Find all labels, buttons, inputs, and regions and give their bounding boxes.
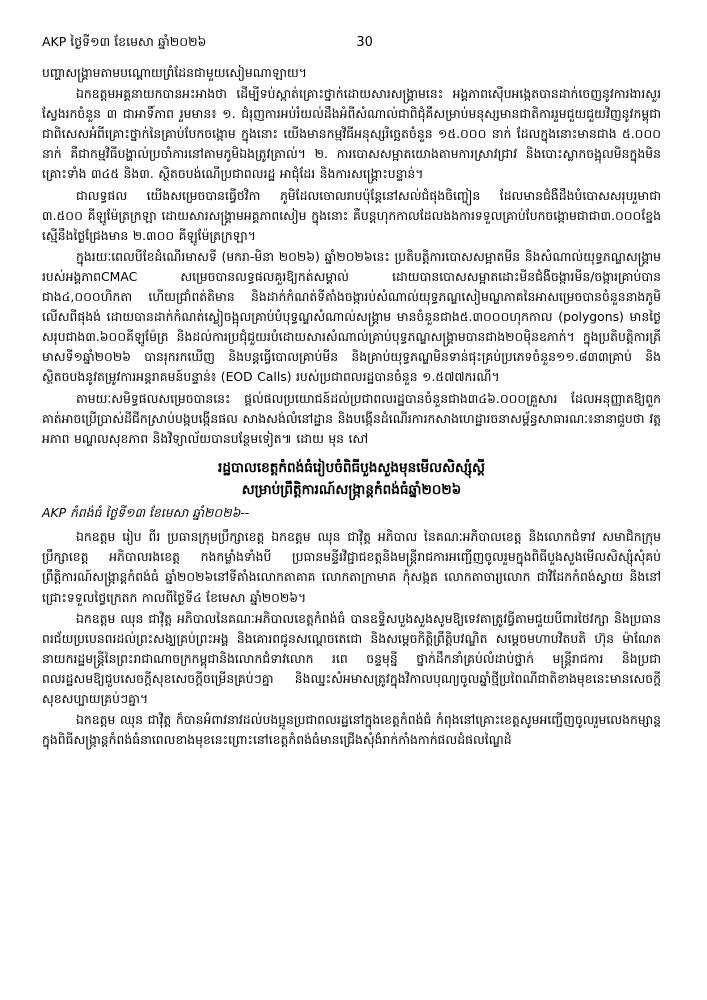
paragraph: តាមយៈសមិទ្ធផលសម្រេចបាននេះ ផ្ដល់ផលប្រយោជន៍ដល់ប្រជាពលរដ្ឋបានចំនួនជាង៣៤៦.០០០គ្រួសារ ដែលអនុញ្ញាតឱ្យពួកគាត់អាចប្រើប្រាស់ដីជីកស្រាប់បង្កបង្កើនផល សាងសង់លំនៅដ្ឋាន និងបង្កើនដំណើរការកសាងហេដ្ឋារចនាសម្ព័ន្ធសាធារណៈ៖នានាជួបថា វត្តអភាព មណ្ឌលសុខភាព និងវិទ្យាល័យបានបន្ថែមទៀត៕ ដោយ មុន សៅ <box>42 390 661 446</box>
header-publication-date: AKP ថ្ងៃទី១៣ ខែមេសា ឆ្នាំ២០២៦ <box>42 34 207 49</box>
paragraph: ក្នុងរយៈពេលបីខែដំណើរមាសទី (មករា-មិនា ២០២៦) ឆ្នាំ២០២៦នេះ ប្រតិបត្តិការបោសសម្អាតមីន និងសំណាល់យុទ្ធភណ្ឌសង្គ្រាមរបស់អង្គភាពCMAC សម្រេចបានលទ្ធផលគួរឱ្យកត់សម្គាល់ ដោយបានបោសសម្អាតដោះមីនជំងឺចង្ការមីន/ចង្ការគ្រាប់បានជាង៤,០០០ហិកតា ហើយជ្រាំពត់តិមាន និងដាក់កំណត់ទីតាំងចង្ការប់សំណាល់យុទ្ធភណ្ឌសៀមណ្ឌភាគនៃអាសម្រេចបានចំនួននាងភូមិ លើសពីផុងង់ ដោយបានដាក់កំណត់ស្លៀចង្អុលគ្រាប់បំបុទ្ធណ្ឌសំណាល់សង្គ្រាម មានចំនួនជាង៥.៣០០០ហុកកាល (polygons) មានថ្ងៃសរុបជាង៣.៦០០គីឡូម៉ែត្រ និងដល់ការប្រជុំជួយរបំដោយសារសំណាល់គ្រាប់បុទ្ធភណ្ឌសង្គ្រាមបានជាង២០មុិនឧភាក់។ ក្នុងប្រតិបត្តិការត្រីមាសទី១ឆ្នាំ២០២៦ បានរុករកឃើញ និងបន្តធ្វើបោលគ្រាប់មីន និងគ្រាប់យុទ្ធភណ្ឌមិនទាន់ផុះគ្រប់ប្រភេទចំនួន១១.៨៣៣គ្រាប់ និងស្ថិតចបងនូវតម្រូវការអន្តរាគមន៍បន្ទាន់៖ (EOD Calls) របស់ប្រជាពលរដ្ឋបានចំនួន ១.៥៧៧ករណី។ <box>42 248 661 385</box>
paragraph: ជាលទ្ធផល យើងសម្រេចបានធ្វើថវិកា ភូមិដែលចោលរាបប៉ុន្តែនៅសល់ជំផុងចិញ្ចៀន ដែលមានជំងឺដឹងបំបោសសរុបរួមាជា ៣.៥០០ គីឡូម៉ែត្រក្រឡា ដោយសារសង្គ្រាមអគ្គភាពសៀម ក្នុងនោះ គឺបន្តហុកកាលដែលងងការទទួលគ្រាប់បែកចង្កោមជាជា៣.០០០ខ្នែង ស្មើនឹងថ្ងៃជ្រែងមាន ២.៣០០ គីឡូម៉ែត្រក្រឡា។ <box>42 187 661 243</box>
paragraph: ឯកឧត្តម ឈុន ជាវុិត្ត អភិបាលនៃគណៈអភិបាលខេត្តកំពង់ធំ បានឧទ្ទិសបួងសួងសូមឱ្យទេវតាត្រូវធ្វីតាមជួយបីពារថៃវក្សា និងប្រធានពរជ័យប្របេនពរដល់ព្រះសង្ឃគ្រប់ព្រះអង្គ និងគោរពជូនសណ្ដេចតេជោ និងសម្ដេចកិត្តិព្រឹត្ដិបវណ្ឌិត សម្ដេចមហាបវិតបតិ ហ៊ុន ម៉ាណែត នាយករដ្ឋមន្ត្រីនៃព្រះរាជាណាចក្រកម្ពុជានិងលោកជំទាវលោក រពេ ចន្ទមុន្នី ថ្នាក់ដឹកនាំគ្រប់លំដាប់ថ្នាក់ មន្ត្រីរាជការ និងប្រជាពលរដ្ឋសមឱ្យជួបសេចក្ដីសុខសេចក្ដីចម្រើនគ្រប់ៗគ្នា និងឈ្នះសំអមាសត្រូវក្នុងវិកាលបុណ្យចូលឆ្នាំថ្មីប្រពៃណីជាតិខាងមុខនេះមានសេចក្ដីសុខសប្បាយគ្រប់ៗគ្នា។ <box>42 610 661 707</box>
paragraph: ឯកឧត្តមអគ្គនាយកបានអះអាងថា ដើម្បីទប់ស្កាត់គ្រោះថ្នាក់ដោយសារសង្គ្រាមនេះ អង្គភាពស៊ើបអង្កេតបានដាក់ចេញនូវការងារសួរស្វែងរកចំនួន ៣ ជាអាទិ៍ភាព រួមមាន៖ ១. ជំរុញការអប់រំយល់ដឹងអំពីសំណាល់ជាពិជុំគឺសម្រាប់មនុស្សមានជាតិការរួមជួយជួយវិញនូវកម្ពុជាជាពិសេសអំពីគ្រោះថ្នាក់នៃគ្រាប់បែកចង្កោម ក្នុងនោះ យើងមានកម្មវិធីអនុស្សរិច្ឆេតចំនួន ១៥.០០០ នាក់ ដែលក្នុងនោះមានជាង ៥.០០០ នាក់ គឺជាកម្មវិធីបង្ហាល់ប្រចាំការនៅតាមភូមិឯងត្រូវត្រាល់។ ២. ការបោសសម្អាតយោងតាមការស្រាវជ្រាវ និងបោះស្លាកចង្អុលមិនក្នុងមិនគ្រោះទាំង ៣៤៥ និង៣. ស្ថិតចបង់ណើប្រជាពលរដ្ឋ អាជុំដែរ និងការសង្គ្រោះបន្ទាន់។ <box>42 86 661 182</box>
article-title <box>42 458 661 502</box>
header-page-number: 30 <box>356 35 373 50</box>
paragraph: ឯកឧត្តម ឈុន ជាវុិត្ត ក៏បានអំពាវនាវដល់បងប្អូនប្រជាពលរដ្ឋនៅក្នុងខេត្តកំពង់ធំ កំពុងនៅគ្រោះខេត្តសូមអញ្ជើញចូលរួមលេងកម្សាន្តក្នុងពិធីសង្រ្កាន្តកំពង់ធំនាពេលខាងមុខនេះព្រោះនៅខេត្តកំពង់ធំមានជ្រើងសុំងំរាក់កាំងកាក់ផលដំផលណ្ឌៃដំ <box>42 712 661 748</box>
article-title-line-1: រដ្ឋបាលខេត្តកំពង់ធំរៀបចំពិធីបួងសួងមុនមើលសិស្សុំស្ដី <box>218 459 485 476</box>
paragraph: បញ្ហាសង្គ្រាមតាមបណ្ដោយព្រំដែនជាមួយសៀមណាឡាយ។ <box>42 65 307 80</box>
article-dateline: AKP កំពង់ធំ ថ្ងៃទី១៣ ខែមេសា ឆ្នាំ២០២៦-- <box>42 505 250 521</box>
article-title-line-2: សម្រាប់ព្រឹត្តិការណ៍សង្រ្កាន្តកំពង់ធំឆ្នាំ២០២៦ <box>241 481 462 498</box>
page-header <box>42 34 661 53</box>
paragraph: ឯកឧត្តម រៀប ពីរ ប្រធានក្រុមប្រឹក្សាខេត្ត ឯកឧត្តម ឈុន ជាវុិត្ត អភិបាល នៃគណៈអភិបាលខេត្ត និងលោកជំទាវ សមាជិកក្រុមប្រឹក្សាខេត្ត អភិបាលរងខេត្ត កងកម្លាំងទាំងបី ប្រធានមន្ទីរវិជ្ជាជខត្តនិងមន្ត្រីរាជការអញ្ជើញចូលរួមក្នុងពិធីបួងសួងមើលសិស្សុំសុំគប់ព្រឹត្តិការណ៍សង្រ្កាន្តកំពង់ធំ ឆ្នាំ២០២៦នៅទីតាំងលោកតាគាគ លោកតាក្រាមាគ កុំសង្កត លោកតាចារ្យលោក ជាវិដែកកំពង់ស្វាយ និងនៅជ្រោះទទួលថ្វៃក្រេតក កាលពីថ្ងៃទី៤ ខែមេសា ឆ្នាំ២០២៦។ <box>42 529 661 605</box>
